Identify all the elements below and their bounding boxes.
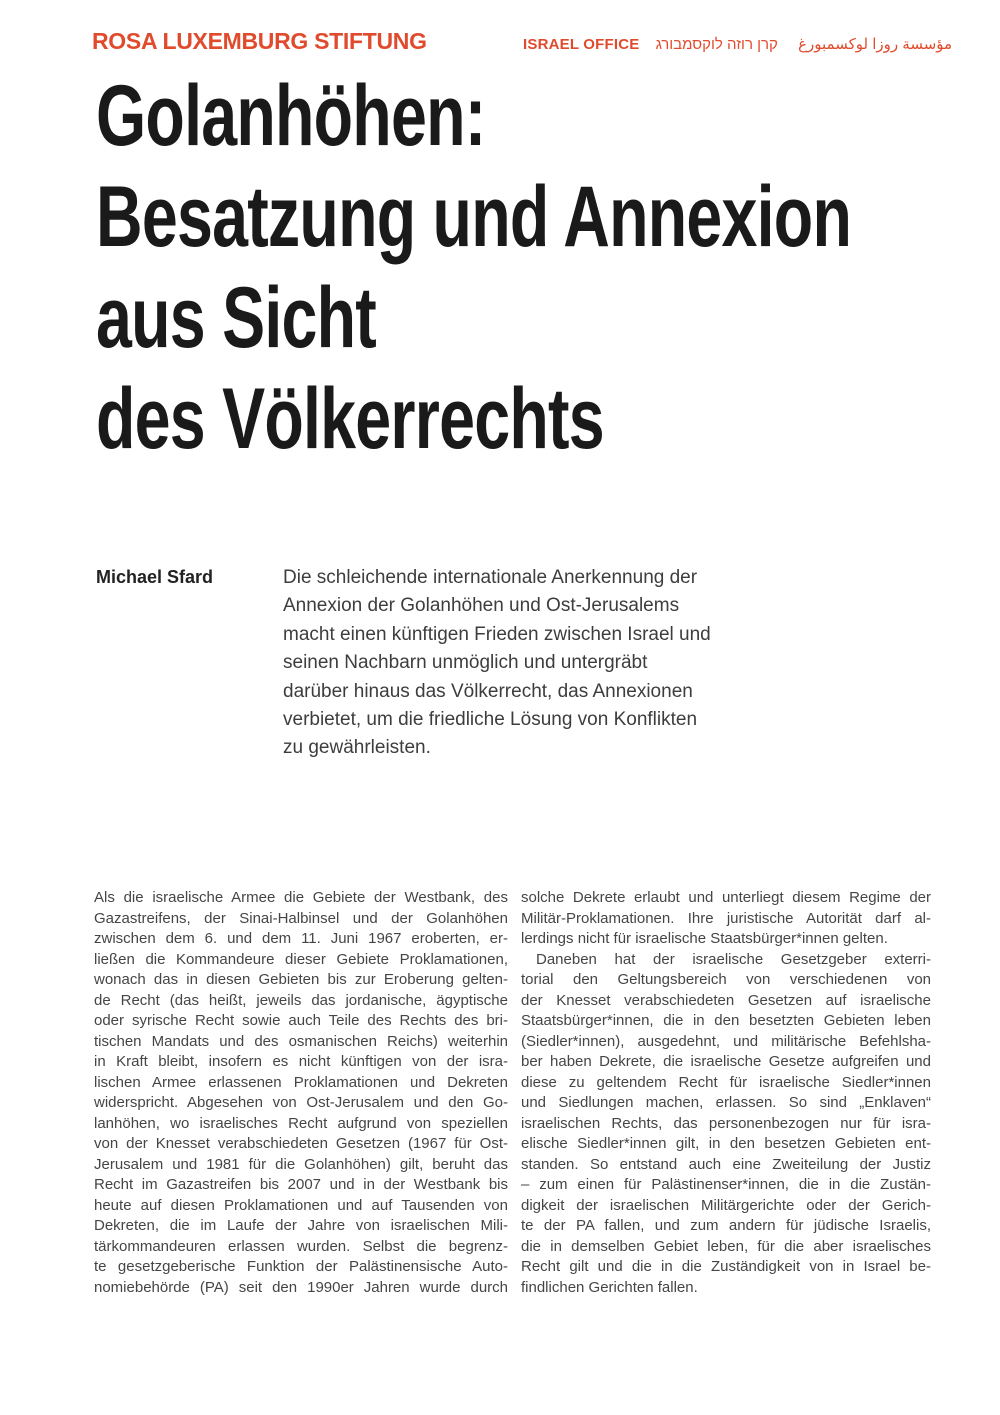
body-line: de Recht (das heißt, jeweils das jordanische, ägyptische <box>94 991 508 1009</box>
body-line: torial den Geltungsbereich von verschiedenen von <box>521 971 931 988</box>
body-line: Dekreten, die im Laufe der Jahre von israelischen Mili- <box>94 1217 508 1234</box>
body-column-left <box>94 888 508 1298</box>
body-line: Gazastreifens, der Sinai-Halbinsel und der Golanhöhen <box>94 909 508 927</box>
body-line: te gesetzgeberische Funktion der Palästinensische Auto- <box>94 1258 508 1275</box>
body-line: (Siedler*innen), ausgedehnt, und militärische Befehlsha- <box>521 1032 931 1050</box>
body-line: – zum einen für Palästinenser*innen, die in die Zustän- <box>521 1176 931 1193</box>
body-line: oder syrische Recht sowie auch Teile des Rechts des bri- <box>94 1012 508 1029</box>
body-line: Recht im Gazastreifen bis 2007 und in der Westbank bis <box>94 1176 508 1193</box>
body-line: der Knesset verabschiedeten Gesetzen auf israelische <box>521 991 931 1009</box>
text-line: darüber hinaus das Völkerrecht, das Annexionen <box>283 680 693 702</box>
body-line: israelischen Rechts, das personenbezogen nur für isra- <box>521 1114 931 1132</box>
body-line: Militär-Proklamationen. Ihre juristische Autorität darf al- <box>521 909 931 927</box>
body-line: von der Knesset verabschiedeten Gesetzen (1967 für Ost- <box>94 1135 508 1152</box>
body-line: heute auf diesen Proklamationen und auf Tausenden von <box>94 1196 508 1214</box>
body-line: Daneben hat der israelische Gesetzgeber exterri- <box>536 950 931 968</box>
body-line: die in demselben Gebiet leben, für die aber israelisches <box>521 1237 931 1255</box>
body-line: und Siedlungen machen, erlassen. So sind „Enklaven“ <box>521 1094 931 1111</box>
office-name-hebrew: קרן רוזה לוקסמבורג <box>655 36 778 53</box>
body-line: te der PA fallen, und zum andern für jüdische Israelis, <box>521 1217 931 1234</box>
body-line: Staatsbürger*innen, die in den besetzten Gebieten leben <box>521 1012 931 1029</box>
office-name-arabic: مؤسسة روزا لوكسمبورغ <box>798 36 953 53</box>
text-line: verbietet, um die friedliche Lösung von Konflikten <box>283 709 698 731</box>
body-line: tischen Mandats und des osmanischen Reichs) weiterhin <box>94 1032 508 1050</box>
body-line: tärkommandeuren erlassen wurden. Selbst die begrenz- <box>94 1237 508 1255</box>
text-line: Die schleichende internationale Anerkennung der <box>283 567 698 588</box>
body-line: ließen die Kommandeure dieser Gebiete Proklamationen, <box>94 950 508 968</box>
article-title <box>96 66 1000 470</box>
body-line: lischen Armee erlassenen Proklamationen und Dekreten <box>94 1073 508 1091</box>
body-line: solche Dekrete erlaubt und unterliegt diesem Regime der <box>521 889 931 906</box>
author-name: Michael Sfard <box>96 567 214 587</box>
text-line: Golanhöhen: <box>96 68 486 164</box>
body-line: lanhöhen, wo israelisches Recht aufgrund von speziellen <box>94 1114 508 1132</box>
body-line: digkeit der israelischen Militärgerichte oder der Gerich- <box>521 1196 931 1214</box>
body-line: elische Siedler*innen gilt, in den besetzen Gebieten ent- <box>521 1135 931 1152</box>
body-line: standen. So entstand auch eine Zweiteilung der Justiz <box>521 1155 931 1173</box>
office-name-english: ISRAEL OFFICE <box>523 36 640 53</box>
body-line: Als die israelische Armee die Gebiete der Westbank, des <box>94 889 508 906</box>
body-line: findlichen Gerichten fallen. <box>521 1278 698 1296</box>
text-line: seinen Nachbarn unmöglich und untergräbt <box>283 652 648 674</box>
text-line: macht einen künftigen Frieden zwischen Israel und <box>283 623 711 645</box>
body-line: lerdings nicht für israelische Staatsbürger*innen gelten. <box>521 930 888 947</box>
masthead <box>92 28 953 58</box>
text-line: zu gewährleisten. <box>283 737 431 759</box>
office-line <box>523 35 952 53</box>
text-line: Besatzung und Annexion <box>96 169 852 265</box>
lead-paragraph <box>283 564 711 763</box>
body-line: in Kraft bleibt, insofern es nicht künftigen von der isra- <box>94 1053 508 1070</box>
body-line: nomiebehörde (PA) seit den 1990er Jahren wurde durch <box>94 1278 508 1296</box>
body-line: zwischen dem 6. und dem 11. Juni 1967 eroberten, er- <box>94 930 508 947</box>
body-line: Jerusalem und 1981 für die Golanhöhen) gilt, beruht das <box>94 1155 508 1173</box>
text-line: aus Sicht <box>96 270 377 366</box>
publisher-logo: ROSA LUXEMBURG STIFTUNG <box>92 28 427 54</box>
body-column-right <box>521 888 931 1298</box>
text-line: des Völkerrechts <box>96 371 604 467</box>
body-line: wonach das in diesen Gebieten bis zur Eroberung gelten- <box>94 971 508 988</box>
body-line: ber haben Dekrete, die israelische Gesetze aufgreifen und <box>521 1053 931 1070</box>
body-line: diese zu geltendem Recht für israelische Siedler*innen <box>521 1073 931 1091</box>
body-line: Recht gilt und die in die Zuständigkeit von in Israel be- <box>521 1258 931 1275</box>
text-line: Annexion der Golanhöhen und Ost-Jerusalems <box>283 595 680 617</box>
body-line: widerspricht. Abgesehen von Ost-Jerusalem und den Go- <box>94 1094 508 1111</box>
